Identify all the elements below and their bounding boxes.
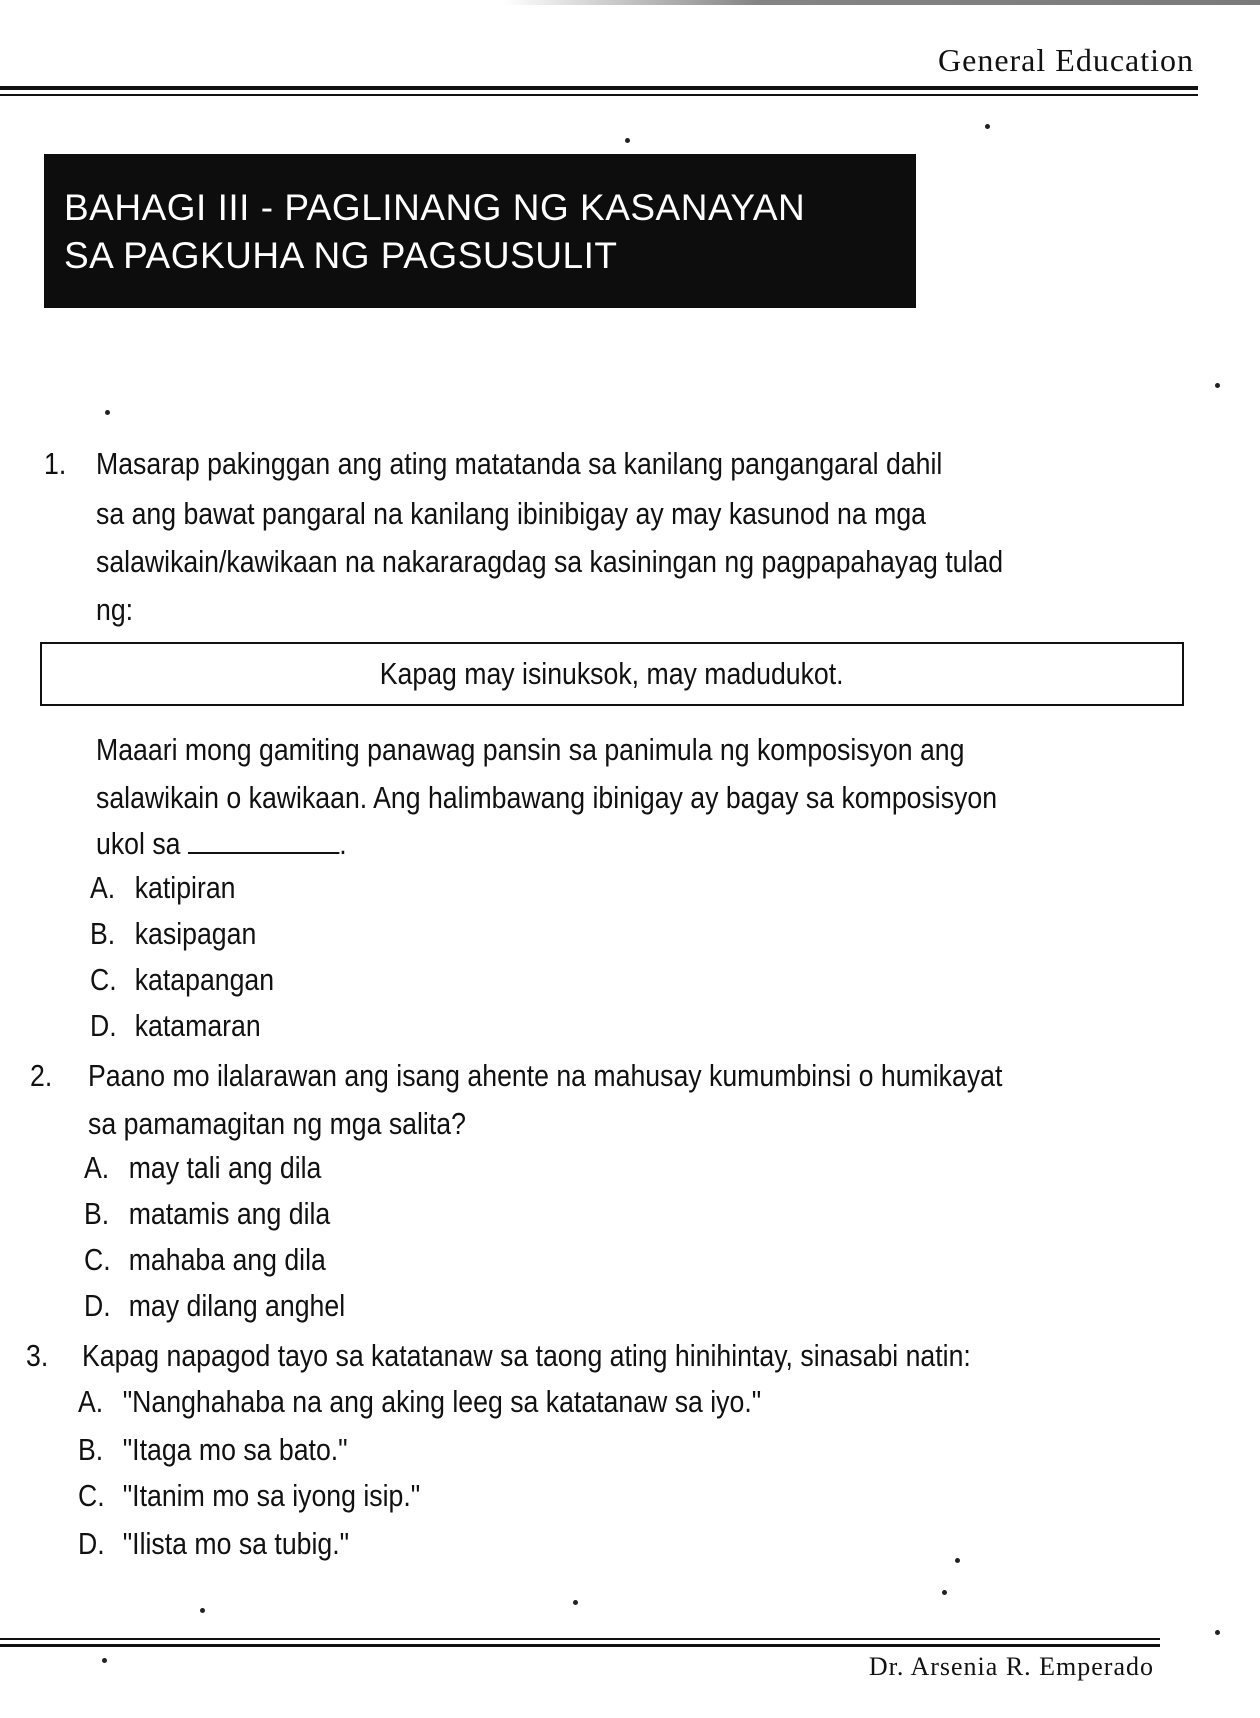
- question-3-choice-c: [78, 1474, 420, 1518]
- question-2-choice-a: [84, 1146, 321, 1190]
- question-2-line-2: sa pamamagitan ng mga salita?: [88, 1106, 466, 1141]
- header-rule-thin: [0, 94, 1198, 96]
- choice-letter: C.: [90, 962, 117, 997]
- choice-text: may tali ang dila: [128, 1150, 322, 1185]
- scan-edge: [0, 0, 1260, 5]
- question-3-choice-d: [78, 1522, 349, 1566]
- footer-rule-thick: [0, 1644, 1160, 1647]
- choice-text: "Itanim mo sa iyong isip.": [122, 1478, 421, 1513]
- scan-speck: [955, 1558, 960, 1563]
- banner-title-line-1: BAHAGI III - PAGLINANG NG KASANAYAN: [64, 187, 806, 228]
- section-header: General Education: [938, 42, 1194, 78]
- choice-text: katipiran: [134, 870, 236, 905]
- question-2-choice-b: [84, 1192, 330, 1236]
- question-1-choice-d: [90, 1004, 261, 1048]
- question-1-line-2: sa ang bawat pangaral na kanilang ibinibigay ay may kasunod na mga: [96, 496, 926, 531]
- section-banner: [44, 154, 916, 308]
- scan-speck: [625, 138, 630, 143]
- proverb-text: Kapag may isinuksok, may madudukot.: [380, 656, 844, 691]
- question-1-line-3: salawikain/kawikaan na nakararagdag sa kasiningan ng pagpapahayag tulad: [96, 544, 1004, 579]
- question-1-after-line-1: Maaari mong gamiting panawag pansin sa panimula ng komposisyon ang: [96, 732, 965, 767]
- scan-speck: [942, 1590, 947, 1595]
- scan-speck: [1215, 1630, 1220, 1635]
- scan-speck: [985, 124, 990, 129]
- choice-text: may dilang anghel: [128, 1288, 346, 1323]
- choice-text: kasipagan: [134, 916, 257, 951]
- choice-letter: B.: [90, 916, 116, 951]
- question-3-line-1: Kapag napagod tayo sa katatanaw sa taong ating hinihintay, sinasabi natin:: [82, 1338, 971, 1373]
- header-rule: [0, 86, 1198, 90]
- choice-letter: C.: [78, 1478, 105, 1513]
- question-1-choice-b: [90, 912, 256, 956]
- choice-text: katamaran: [134, 1008, 261, 1043]
- choice-text: "Itaga mo sa bato.": [122, 1432, 348, 1467]
- banner-title-line-2: SA PAGKUHA NG PAGSUSULIT: [64, 235, 618, 276]
- question-1-choice-c: [90, 958, 274, 1002]
- choice-letter: D.: [78, 1526, 105, 1561]
- scan-speck: [102, 1658, 107, 1663]
- question-3-choice-b: [78, 1428, 348, 1472]
- choice-letter: A.: [84, 1150, 110, 1185]
- choice-text: "Ilista mo sa tubig.": [122, 1526, 350, 1561]
- choice-letter: B.: [78, 1432, 104, 1467]
- footer-rule: [0, 1638, 1160, 1640]
- question-2-number: 2.: [30, 1058, 53, 1093]
- choice-letter: A.: [90, 870, 116, 905]
- footer-author: Dr. Arsenia R. Emperado: [868, 1652, 1154, 1681]
- choice-letter: D.: [84, 1288, 111, 1323]
- question-2-line-1: Paano mo ilalarawan ang isang ahente na mahusay kumumbinsi o humikayat: [88, 1058, 1003, 1093]
- answer-blank: [188, 826, 339, 854]
- scan-speck: [200, 1608, 205, 1613]
- question-1-after-line-2: salawikain o kawikaan. Ang halimbawang ibinigay ay bagay sa komposisyon: [96, 780, 998, 815]
- question-1-number: 1.: [44, 446, 67, 481]
- question-2-choice-d: [84, 1284, 345, 1328]
- choice-letter: D.: [90, 1008, 117, 1043]
- question-1-line-1: Masarap pakinggan ang ating matatanda sa kanilang pangangaral dahil: [96, 446, 943, 481]
- choice-text: katapangan: [134, 962, 275, 997]
- choice-text: "Nanghahaba na ang aking leeg sa katatanaw sa iyo.": [122, 1384, 762, 1419]
- question-2-choice-c: [84, 1238, 326, 1282]
- question-3-number: 3.: [26, 1338, 49, 1373]
- choice-text: matamis ang dila: [128, 1196, 331, 1231]
- scan-speck: [573, 1600, 578, 1605]
- question-1-line-4: ng:: [96, 592, 134, 627]
- choice-letter: A.: [78, 1384, 104, 1419]
- question-3-choice-a: [78, 1380, 761, 1424]
- question-1-after-line-3: [96, 822, 347, 866]
- choice-text: mahaba ang dila: [128, 1242, 326, 1277]
- choice-letter: B.: [84, 1196, 110, 1231]
- proverb-box: [40, 642, 1184, 706]
- choice-letter: C.: [84, 1242, 111, 1277]
- blank-period: .: [339, 826, 347, 861]
- scan-speck: [105, 410, 110, 415]
- question-1-after-line-3-text: ukol sa: [96, 826, 181, 861]
- question-1-choice-a: [90, 866, 236, 910]
- scan-speck: [1215, 383, 1220, 388]
